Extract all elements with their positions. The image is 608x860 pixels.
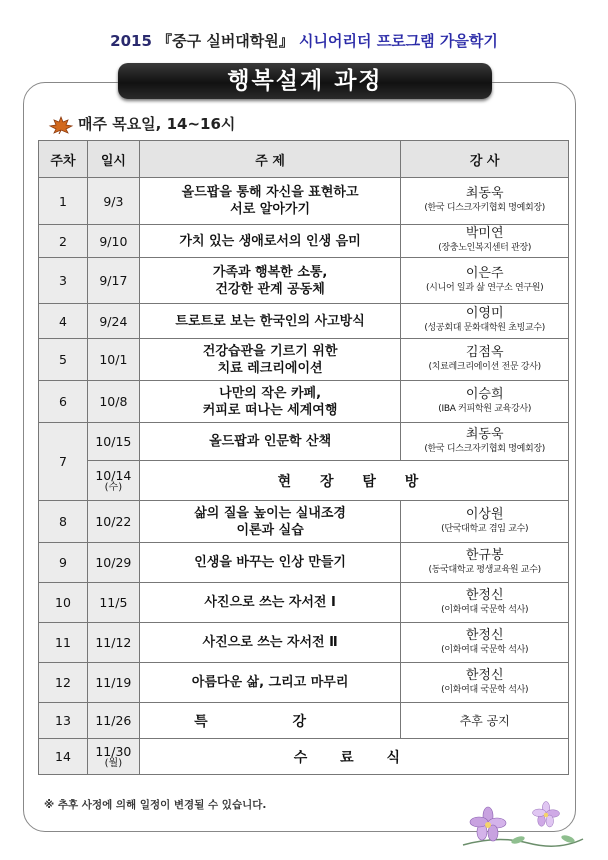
row-week: 6 xyxy=(39,381,88,423)
row-topic xyxy=(139,381,400,423)
instructor-name: 한정신 xyxy=(465,627,504,643)
footnote: ※ 추후 사정에 의해 일정이 변경될 수 있습니다. xyxy=(44,799,267,811)
schedule-line xyxy=(48,113,235,134)
table-row xyxy=(39,225,569,258)
row-week: 11 xyxy=(39,623,88,663)
date-text: 11/30 xyxy=(95,744,132,759)
row-date: 11/26 xyxy=(87,703,139,739)
table-row xyxy=(39,663,569,703)
header-year: 2015 xyxy=(110,32,152,50)
instructor-affiliation: (성공회대 문화대학원 초빙교수) xyxy=(424,323,545,333)
graduation-cell: 수 료 식 xyxy=(139,739,568,775)
row-topic xyxy=(139,501,400,543)
row-date: 9/10 xyxy=(87,225,139,258)
header-line xyxy=(0,30,608,51)
instructor-affiliation: (이화여대 국문학 석사) xyxy=(441,644,529,655)
row-date: 9/17 xyxy=(87,258,139,304)
table-row xyxy=(39,739,569,775)
row-instructor xyxy=(401,543,569,583)
row-date: 11/19 xyxy=(87,663,139,703)
row-instructor xyxy=(401,623,569,663)
instructor-affiliation: (이화여대 국문학 석사) xyxy=(441,604,529,615)
row-topic: 인생을 바꾸는 인상 만들기 xyxy=(139,543,400,583)
row-instructor xyxy=(401,339,569,381)
topic-line: 가족과 행복한 소통, xyxy=(212,264,328,280)
row-week: 9 xyxy=(39,543,88,583)
row-week: 3 xyxy=(39,258,88,304)
table-row xyxy=(39,178,569,225)
row-week: 12 xyxy=(39,663,88,703)
table-row xyxy=(39,339,569,381)
table-row xyxy=(39,258,569,304)
instructor-name: 이승희 xyxy=(465,386,504,402)
table-row xyxy=(39,381,569,423)
row-instructor: 추후 공지 xyxy=(401,703,569,739)
instructor-affiliation: (장충노인복지센터 관장) xyxy=(438,243,532,253)
topic-line: 건강습관을 기르기 위한 xyxy=(202,343,338,359)
row-week: 14 xyxy=(39,739,88,775)
row-date xyxy=(87,739,139,775)
field-trip-cell: 현 장 탐 방 xyxy=(139,461,568,501)
flower-decoration-icon xyxy=(458,795,588,857)
date-text: 10/14 xyxy=(95,468,132,483)
row-date: 9/24 xyxy=(87,304,139,339)
page-title: 행복설계 과정 xyxy=(118,63,492,99)
row-instructor xyxy=(401,663,569,703)
topic-line: 건강한 관계 공동체 xyxy=(215,281,325,297)
header-org: 『중구 실버대학원』 xyxy=(157,32,294,50)
col-header-week: 주차 xyxy=(39,141,88,178)
instructor-affiliation: (한국 디스크자키협회 명예회장) xyxy=(424,443,545,454)
row-topic: 트로트로 보는 한국인의 사고방식 xyxy=(139,304,400,339)
row-week: 5 xyxy=(39,339,88,381)
row-topic xyxy=(139,178,400,225)
instructor-name: 한정신 xyxy=(465,667,504,683)
row-topic: 아름다운 삶, 그리고 마무리 xyxy=(139,663,400,703)
instructor-affiliation: (치료레크리에이션 전문 강사) xyxy=(428,361,541,372)
row-instructor xyxy=(401,304,569,339)
maple-leaf-icon xyxy=(48,116,74,134)
header-program: 시니어리더 프로그램 가을학기 xyxy=(299,32,498,50)
table-row xyxy=(39,304,569,339)
row-topic: 사진으로 쓰는 자서전 Ⅱ xyxy=(139,623,400,663)
row-topic: 가치 있는 생애로서의 인생 음미 xyxy=(139,225,400,258)
row-instructor xyxy=(401,381,569,423)
table-row xyxy=(39,623,569,663)
col-header-instructor: 강 사 xyxy=(401,141,569,178)
instructor-name: 김점옥 xyxy=(465,344,504,360)
instructor-name: 이상원 xyxy=(465,506,504,522)
row-week: 8 xyxy=(39,501,88,543)
row-topic xyxy=(139,339,400,381)
topic-line: 커피로 떠나는 세계여행 xyxy=(202,402,338,418)
row-date: 10/15 xyxy=(87,423,139,461)
row-week: 4 xyxy=(39,304,88,339)
row-date: 11/5 xyxy=(87,583,139,623)
row-instructor xyxy=(401,501,569,543)
table-row xyxy=(39,583,569,623)
table-row xyxy=(39,501,569,543)
row-instructor xyxy=(401,583,569,623)
row-instructor xyxy=(401,178,569,225)
instructor-affiliation: (이화여대 국문학 석사) xyxy=(441,684,529,695)
row-week: 13 xyxy=(39,703,88,739)
col-header-topic: 주 제 xyxy=(139,141,400,178)
table-row xyxy=(39,423,569,461)
instructor-affiliation: (단국대학교 겸임 교수) xyxy=(441,523,529,534)
schedule-text: 매주 목요일, 14~16시 xyxy=(78,115,236,133)
table-row xyxy=(39,703,569,739)
col-header-date: 일시 xyxy=(87,141,139,178)
row-topic xyxy=(139,258,400,304)
row-date: 10/1 xyxy=(87,339,139,381)
table-row xyxy=(39,461,569,501)
weekday-text: (월) xyxy=(104,758,123,769)
row-instructor xyxy=(401,225,569,258)
row-date xyxy=(87,461,139,501)
topic-line: 올드팝을 통해 자신을 표현하고 xyxy=(181,185,359,200)
table-row xyxy=(39,543,569,583)
row-date: 10/8 xyxy=(87,381,139,423)
instructor-affiliation: (IBA 커피학원 교육강사) xyxy=(438,403,532,414)
row-week: 1 xyxy=(39,178,88,225)
row-topic: 올드팝과 인문학 산책 xyxy=(139,423,400,461)
row-date: 10/29 xyxy=(87,543,139,583)
weekday-text: (수) xyxy=(104,482,123,493)
row-date: 11/12 xyxy=(87,623,139,663)
instructor-name: 이은주 xyxy=(465,265,504,281)
row-topic: 사진으로 쓰는 자서전 Ⅰ xyxy=(139,583,400,623)
row-week: 2 xyxy=(39,225,88,258)
curriculum-table xyxy=(38,140,569,775)
table-header-row xyxy=(39,141,569,178)
instructor-name: 박미연 xyxy=(465,226,504,241)
row-instructor xyxy=(401,423,569,461)
instructor-name: 이영미 xyxy=(465,306,504,321)
topic-line: 나만의 작은 카페, xyxy=(219,385,322,401)
instructor-name: 한정신 xyxy=(465,587,504,603)
topic-line: 이론과 실습 xyxy=(236,522,304,538)
row-date: 9/3 xyxy=(87,178,139,225)
special-lecture-cell: 특 강 xyxy=(139,703,400,739)
instructor-affiliation: (시니어 일과 삶 연구소 연구원) xyxy=(425,282,544,293)
instructor-affiliation: (한국 디스크자키협회 명예회장) xyxy=(424,203,545,213)
row-date: 10/22 xyxy=(87,501,139,543)
instructor-name: 최동욱 xyxy=(465,426,504,442)
instructor-name: 최동욱 xyxy=(465,186,504,201)
topic-line: 삶의 질을 높이는 실내조경 xyxy=(194,505,346,521)
row-week: 10 xyxy=(39,583,88,623)
row-instructor xyxy=(401,258,569,304)
instructor-name: 한규봉 xyxy=(465,547,504,563)
topic-line: 치료 레크리에이션 xyxy=(217,360,323,376)
topic-line: 서로 알아가기 xyxy=(230,202,311,217)
instructor-affiliation: (동국대학교 평생교육원 교수) xyxy=(428,564,541,575)
row-week: 7 xyxy=(39,423,88,501)
